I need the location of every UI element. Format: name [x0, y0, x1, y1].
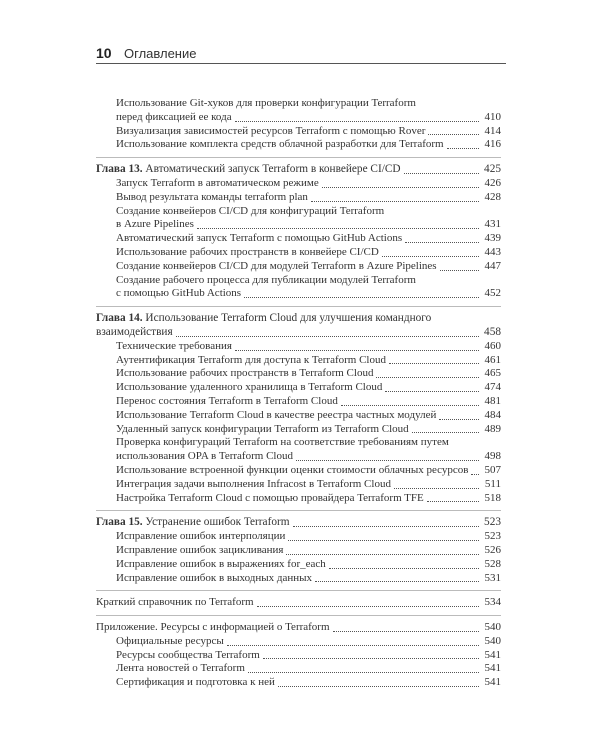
- toc-page-number: 461: [484, 353, 501, 366]
- section-divider: [96, 590, 501, 591]
- toc-entry-title: Устранение ошибок Terraform: [145, 516, 290, 529]
- dot-leader: [244, 297, 479, 298]
- dot-leader: [382, 256, 479, 257]
- toc-entry-title: Визуализация зависимостей ресурсов Terraform с помощью Rover: [116, 124, 426, 137]
- dot-leader: [471, 474, 479, 475]
- toc-entry[interactable]: [96, 205, 501, 233]
- toc-entry-title: Создание конвейеров CI/CD для конфигураций Terraform: [116, 204, 385, 217]
- toc-entry-title: Использование комплекта средств облачной разработки для Terraform: [116, 138, 444, 151]
- toc-entry[interactable]: [96, 662, 501, 676]
- toc-page-number: 528: [484, 557, 501, 570]
- dot-leader: [315, 581, 479, 582]
- running-title: Оглавление: [124, 46, 197, 61]
- dot-leader: [447, 148, 479, 149]
- toc-entry[interactable]: [96, 191, 501, 205]
- toc-entry[interactable]: [96, 530, 501, 544]
- dot-leader: [288, 540, 479, 541]
- toc-entry[interactable]: [96, 621, 501, 635]
- toc-entry-title: Сертификация и подготовка к ней: [116, 676, 275, 689]
- dot-leader: [405, 242, 479, 243]
- toc-entry-title: Проверка конфигураций Terraform на соответствие требованиям путем: [116, 436, 449, 449]
- toc-entry[interactable]: [96, 97, 501, 125]
- toc-entry-title: Технические требования: [116, 339, 232, 352]
- dot-leader: [311, 201, 479, 202]
- toc-entry-title: Использование рабочих пространств в конвейере CI/CD: [116, 245, 379, 258]
- toc-page-number: 531: [484, 571, 501, 584]
- dot-leader: [296, 460, 479, 461]
- dot-leader: [341, 405, 479, 406]
- toc-page-number: 541: [484, 676, 501, 689]
- dot-leader: [376, 377, 479, 378]
- toc-entry-title: Автоматический запуск Terraform в конвейере CI/CD: [145, 163, 401, 176]
- toc-page-number: 526: [484, 543, 501, 556]
- toc-entry-title: Исправление ошибок интерполяции: [116, 530, 286, 543]
- dot-leader: [412, 432, 479, 433]
- toc-page-number: 439: [484, 232, 501, 245]
- toc-entry-title: Аутентификация Terraform для доступа к Terraform Cloud: [116, 353, 386, 366]
- dot-leader: [248, 672, 479, 673]
- toc-entry[interactable]: [96, 572, 501, 586]
- toc-entry-title: Ресурсы сообщества Terraform: [116, 648, 260, 661]
- toc-entry[interactable]: [96, 436, 501, 464]
- toc-page-number: 534: [484, 596, 501, 609]
- section-divider: [96, 615, 501, 616]
- toc-page-number: 416: [484, 138, 501, 151]
- dot-leader: [439, 419, 479, 420]
- toc-entry[interactable]: [96, 274, 501, 302]
- dot-leader: [278, 686, 479, 687]
- toc-entry-title: Удаленный запуск конфигурации Terraform из Terraform Cloud: [116, 422, 409, 435]
- toc-entry-title: Настройка Terraform Cloud с помощью провайдера Terraform TFE: [116, 491, 424, 504]
- dot-leader: [389, 363, 479, 364]
- toc-page-number: 541: [484, 648, 501, 661]
- toc-entry-title: Лента новостей о Terraform: [116, 662, 245, 675]
- toc-entry[interactable]: [96, 492, 501, 506]
- dot-leader: [428, 134, 479, 135]
- dot-leader: [257, 606, 479, 607]
- toc-page-number: 458: [484, 325, 501, 338]
- toc-page-number: 498: [484, 450, 501, 463]
- table-of-contents: [96, 97, 501, 690]
- toc-page-number: 465: [484, 367, 501, 380]
- toc-page-number: 523: [484, 516, 501, 529]
- section-divider: [96, 510, 501, 511]
- toc-entry-title: Запуск Terraform в автоматическом режиме: [116, 176, 319, 189]
- toc-entry[interactable]: [96, 138, 501, 152]
- toc-entry-title: Использование рабочих пространств в Terraform Cloud: [116, 367, 374, 380]
- toc-entry-title: Использование встроенной функции оценки стоимости облачных ресурсов: [116, 463, 469, 476]
- toc-entry-title: Официальные ресурсы: [116, 634, 224, 647]
- toc-entry[interactable]: [96, 478, 501, 492]
- toc-page-number: 481: [484, 394, 501, 407]
- toc-entry[interactable]: [96, 395, 501, 409]
- dot-leader: [322, 187, 479, 188]
- toc-entry[interactable]: [96, 635, 501, 649]
- page-header: [96, 43, 506, 64]
- toc-page-number: 410: [484, 110, 501, 123]
- dot-leader: [440, 270, 479, 271]
- toc-entry[interactable]: [96, 354, 501, 368]
- toc-entry-title: Использование Terraform Cloud в качестве реестра частных модулей: [116, 408, 437, 421]
- dot-leader: [394, 488, 479, 489]
- toc-entry-title: Вывод результата команды terraform plan: [116, 190, 308, 203]
- toc-entry[interactable]: [96, 125, 501, 139]
- toc-chapter-entry[interactable]: [96, 516, 501, 530]
- toc-entry-title: использования OPA в Terraform Cloud: [116, 450, 293, 463]
- toc-entry-title: Создание рабочего процесса для публикации модулей Terraform: [116, 273, 416, 286]
- toc-entry[interactable]: [96, 340, 501, 354]
- toc-page-number: 507: [484, 463, 501, 476]
- toc-page-number: 428: [484, 190, 501, 203]
- toc-entry[interactable]: [96, 464, 501, 478]
- toc-entry[interactable]: [96, 177, 501, 191]
- toc-entry-title: Автоматический запуск Terraform с помощью GitHub Actions: [116, 232, 403, 245]
- toc-page-number: 518: [484, 491, 501, 504]
- toc-page-number: 474: [484, 381, 501, 394]
- dot-leader: [235, 121, 479, 122]
- page-number: 10: [96, 45, 112, 61]
- dot-leader: [385, 391, 479, 392]
- toc-entry[interactable]: [96, 544, 501, 558]
- toc-page-number: 460: [484, 339, 501, 352]
- toc-chapter-entry[interactable]: [96, 312, 501, 340]
- toc-page-number: 484: [484, 408, 501, 421]
- toc-entry-title: с помощью GitHub Actions: [116, 287, 242, 300]
- toc-entry[interactable]: [96, 381, 501, 395]
- toc-entry-title: Создание конвейеров CI/CD для модулей Terraform в Azure Pipelines: [116, 259, 437, 272]
- toc-entry-title: Исправление ошибок зацикливания: [116, 543, 284, 556]
- toc-entry-title: Использование удаленного хранилища в Terraform Cloud: [116, 381, 383, 394]
- toc-entry[interactable]: [96, 409, 501, 423]
- toc-entry[interactable]: [96, 423, 501, 437]
- dot-leader: [427, 501, 479, 502]
- dot-leader: [333, 631, 479, 632]
- dot-leader: [286, 554, 479, 555]
- chapter-label: Глава 14.: [96, 312, 143, 325]
- dot-leader: [263, 658, 479, 659]
- toc-entry[interactable]: [96, 232, 501, 246]
- toc-chapter-entry[interactable]: [96, 163, 501, 177]
- dot-leader: [227, 645, 479, 646]
- toc-entry-title: Исправление ошибок в выходных данных: [116, 571, 313, 584]
- toc-page-number: 541: [484, 662, 501, 675]
- dot-leader: [235, 350, 479, 351]
- toc-entry[interactable]: [96, 649, 501, 663]
- toc-page-number: 452: [484, 287, 501, 300]
- toc-entry-title: Исправление ошибок в выражениях for_each: [116, 557, 326, 570]
- dot-leader: [404, 173, 479, 174]
- toc-entry-title: Использование Git-хуков для проверки конфигурации Terraform: [116, 97, 416, 109]
- toc-page-number: 540: [484, 634, 501, 647]
- toc-page-number: 523: [484, 530, 501, 543]
- toc-entry[interactable]: [96, 367, 501, 381]
- toc-page-number: 447: [484, 259, 501, 272]
- chapter-label: Глава 13.: [96, 163, 143, 176]
- toc-entry-title: Интеграция задачи выполнения Infracost в Terraform Cloud: [116, 477, 391, 490]
- dot-leader: [329, 568, 479, 569]
- toc-page-number: 425: [484, 163, 501, 176]
- dot-leader: [197, 228, 479, 229]
- toc-page-number: 489: [484, 422, 501, 435]
- toc-entry-title: Приложение. Ресурсы с информацией о Terraform: [96, 621, 330, 634]
- toc-entry-title: Использование Terraform Cloud для улучшения командного: [145, 312, 432, 325]
- toc-entry[interactable]: [96, 676, 501, 690]
- toc-page-number: 414: [484, 124, 501, 137]
- dot-leader: [176, 336, 479, 337]
- toc-entry-title: Перенос состояния Terraform в Terraform Cloud: [116, 394, 338, 407]
- toc-page-number: 431: [484, 218, 501, 231]
- toc-entry[interactable]: [96, 260, 501, 274]
- toc-entry[interactable]: [96, 558, 501, 572]
- toc-entry-title: взаимодействия: [96, 325, 173, 338]
- toc-page-number: 540: [484, 621, 501, 634]
- toc-page-number: 511: [484, 477, 501, 490]
- toc-entry-title: в Azure Pipelines: [116, 218, 194, 231]
- toc-entry-title: Краткий справочник по Terraform: [96, 596, 254, 609]
- toc-page-number: 443: [484, 245, 501, 258]
- toc-entry[interactable]: [96, 596, 501, 610]
- dot-leader: [293, 526, 479, 527]
- chapter-label: Глава 15.: [96, 516, 143, 529]
- section-divider: [96, 157, 501, 158]
- toc-page-number: 426: [484, 176, 501, 189]
- toc-entry-title: перед фиксацией ее кода: [116, 110, 232, 123]
- toc-entry[interactable]: [96, 246, 501, 260]
- section-divider: [96, 306, 501, 307]
